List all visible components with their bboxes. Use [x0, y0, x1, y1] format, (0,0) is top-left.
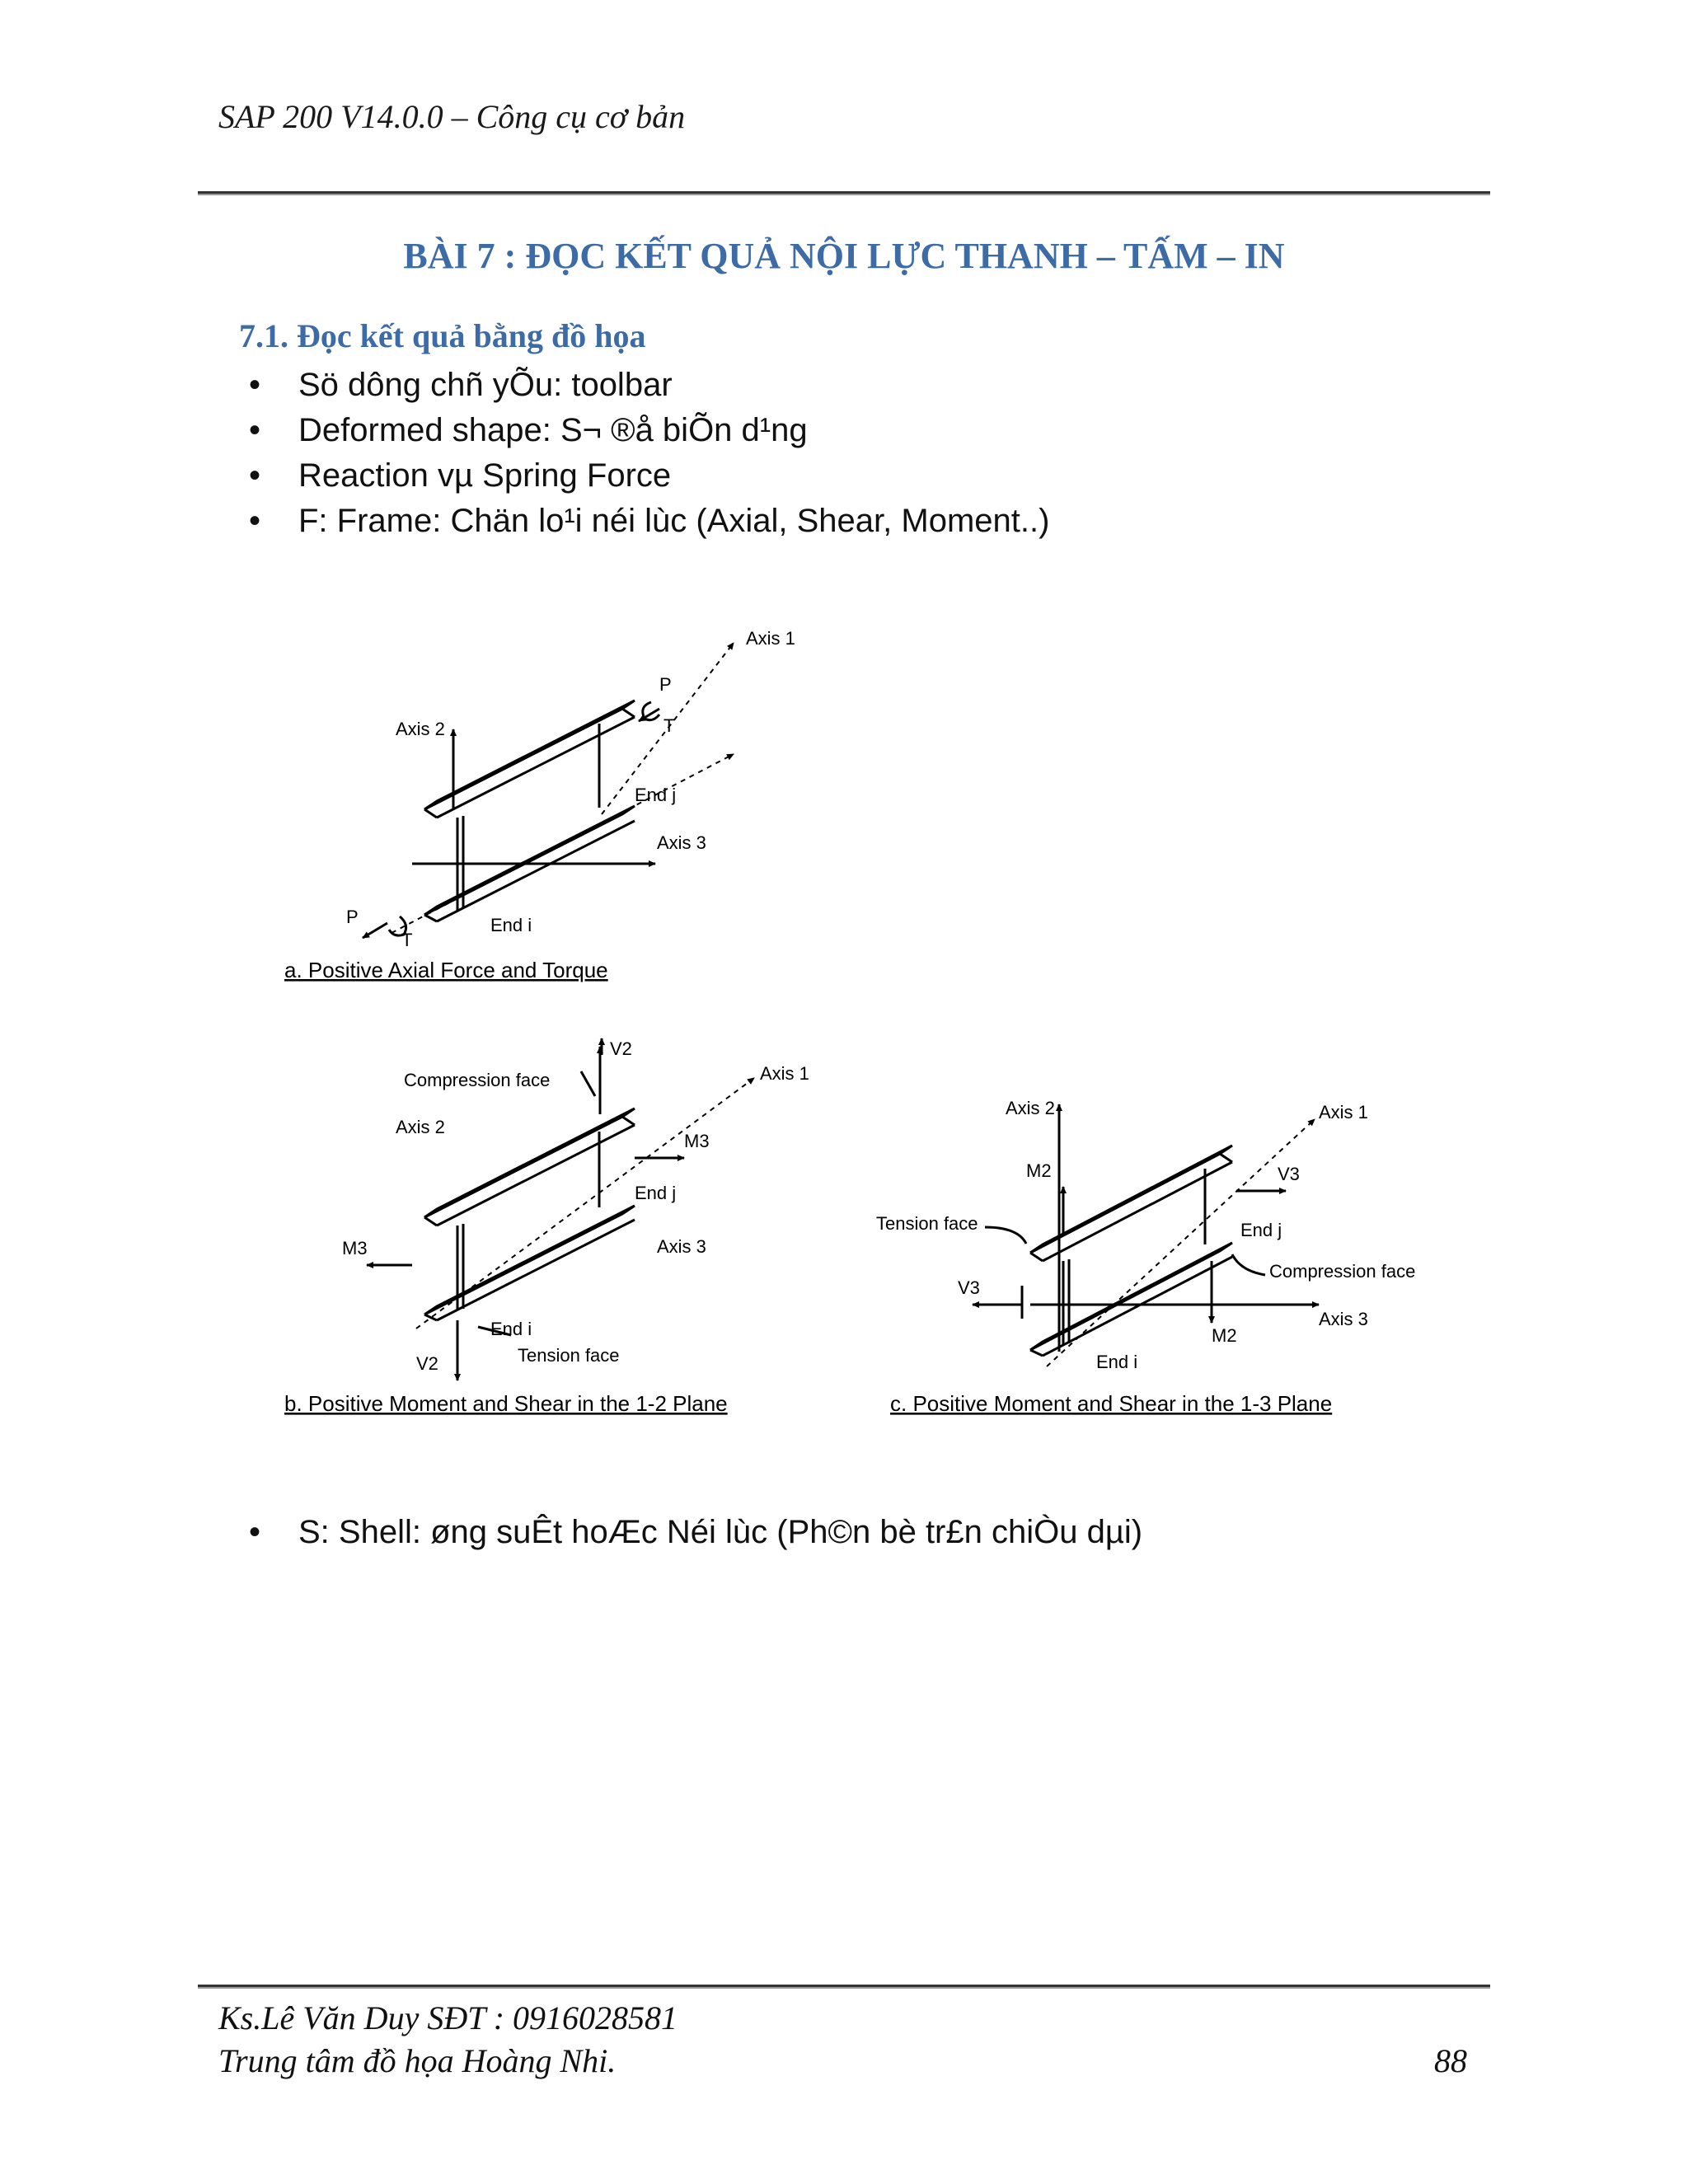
- bullet-text: Deformed shape: S¬ ®å biÕn d¹ng: [298, 412, 808, 448]
- axis1-label: Axis 1: [760, 1063, 809, 1084]
- tension-face-label: Tension face: [518, 1345, 620, 1366]
- footer-rule: [198, 1985, 1490, 1989]
- end-i-label: End i: [490, 1319, 532, 1339]
- bullet-icon: •: [249, 503, 261, 539]
- bullet-text: Sö dông chñ yÕu: toolbar: [298, 367, 673, 403]
- figure-b-labels: [284, 1038, 809, 1416]
- footer-center: Trung tâm đồ họa Hoàng Nhi.: [218, 2042, 617, 2079]
- figure-a-caption: a. Positive Axial Force and Torque: [284, 958, 608, 982]
- v3-right-label: V3: [1278, 1164, 1300, 1184]
- bullet-text: Reaction vµ Spring Force: [298, 457, 672, 494]
- axis1-label: Axis 1: [746, 628, 795, 649]
- bullet-icon: •: [249, 457, 261, 494]
- axis1-label: Axis 1: [1319, 1102, 1368, 1122]
- figure-a-labels: [284, 628, 795, 982]
- m2-top-label: M2: [1026, 1160, 1052, 1181]
- figure-c-labels: [876, 1098, 1415, 1416]
- list-item-shell: [247, 1510, 1142, 1555]
- axis3-label: Axis 3: [657, 832, 706, 853]
- bullet-icon: •: [249, 367, 261, 403]
- beam-diagrams: [0, 610, 1688, 1451]
- v3-left-label: V3: [958, 1277, 980, 1298]
- bullet-icon: •: [249, 412, 261, 448]
- axis2-label: Axis 2: [396, 719, 445, 739]
- t-top-label: T: [663, 715, 675, 736]
- bullet-list: [247, 363, 1049, 544]
- page-number: 88: [1434, 2042, 1467, 2079]
- p-bottom-label: P: [346, 907, 359, 927]
- end-i-label: End i: [490, 915, 532, 935]
- section-title: 7.1. Đọc kết quả bằng đồ họa: [239, 317, 646, 354]
- bullet-icon: •: [249, 1514, 261, 1550]
- end-j-label: End j: [1240, 1220, 1282, 1240]
- end-j-label: End j: [635, 1183, 677, 1203]
- axis3-label: Axis 3: [657, 1236, 706, 1257]
- m2-bottom-label: M2: [1212, 1325, 1237, 1346]
- v2-top-label: V2: [610, 1038, 632, 1059]
- compression-face-label: Compression face: [404, 1070, 551, 1090]
- tension-face-label: Tension face: [876, 1213, 978, 1234]
- bullet-text: F: Frame: Chän lo¹i néi lùc (Axial, Shear, Moment..): [298, 503, 1050, 539]
- header-rule: [198, 191, 1490, 195]
- end-i-label: End i: [1096, 1352, 1138, 1372]
- v2-bottom-label: V2: [416, 1353, 438, 1374]
- axis2-label: Axis 2: [1006, 1098, 1055, 1118]
- list-item: [247, 499, 1049, 544]
- list-item: [247, 453, 1049, 499]
- end-j-label: End j: [635, 785, 677, 805]
- m3-left-label: M3: [342, 1238, 368, 1258]
- list-item: [247, 363, 1049, 408]
- t-bottom-label: T: [401, 930, 413, 950]
- header-title: SAP 200 V14.0.0 – Công cụ cơ bản: [218, 98, 686, 135]
- figure-b-caption: b. Positive Moment and Shear in the 1-2 Plane: [284, 1391, 728, 1416]
- axis3-label: Axis 3: [1319, 1309, 1368, 1329]
- bullet-text: S: Shell: øng suÊt hoÆc Néi lùc (Ph©n bè tr£n chiÒu dµi): [298, 1514, 1143, 1550]
- list-item: [247, 408, 1049, 453]
- axis2-label: Axis 2: [396, 1117, 445, 1137]
- footer-author: Ks.Lê Văn Duy SĐT : 0916028581: [218, 1999, 678, 2036]
- compression-face-label: Compression face: [1269, 1261, 1416, 1282]
- m3-right-label: M3: [684, 1131, 710, 1151]
- figure-a: [363, 643, 734, 938]
- figure-c-caption: c. Positive Moment and Shear in the 1-3 Plane: [890, 1391, 1333, 1416]
- lesson-title: BÀI 7 : ĐỌC KẾT QUẢ NỘI LỰC THANH – TẤM – IN: [403, 236, 1285, 276]
- p-top-label: P: [659, 674, 672, 695]
